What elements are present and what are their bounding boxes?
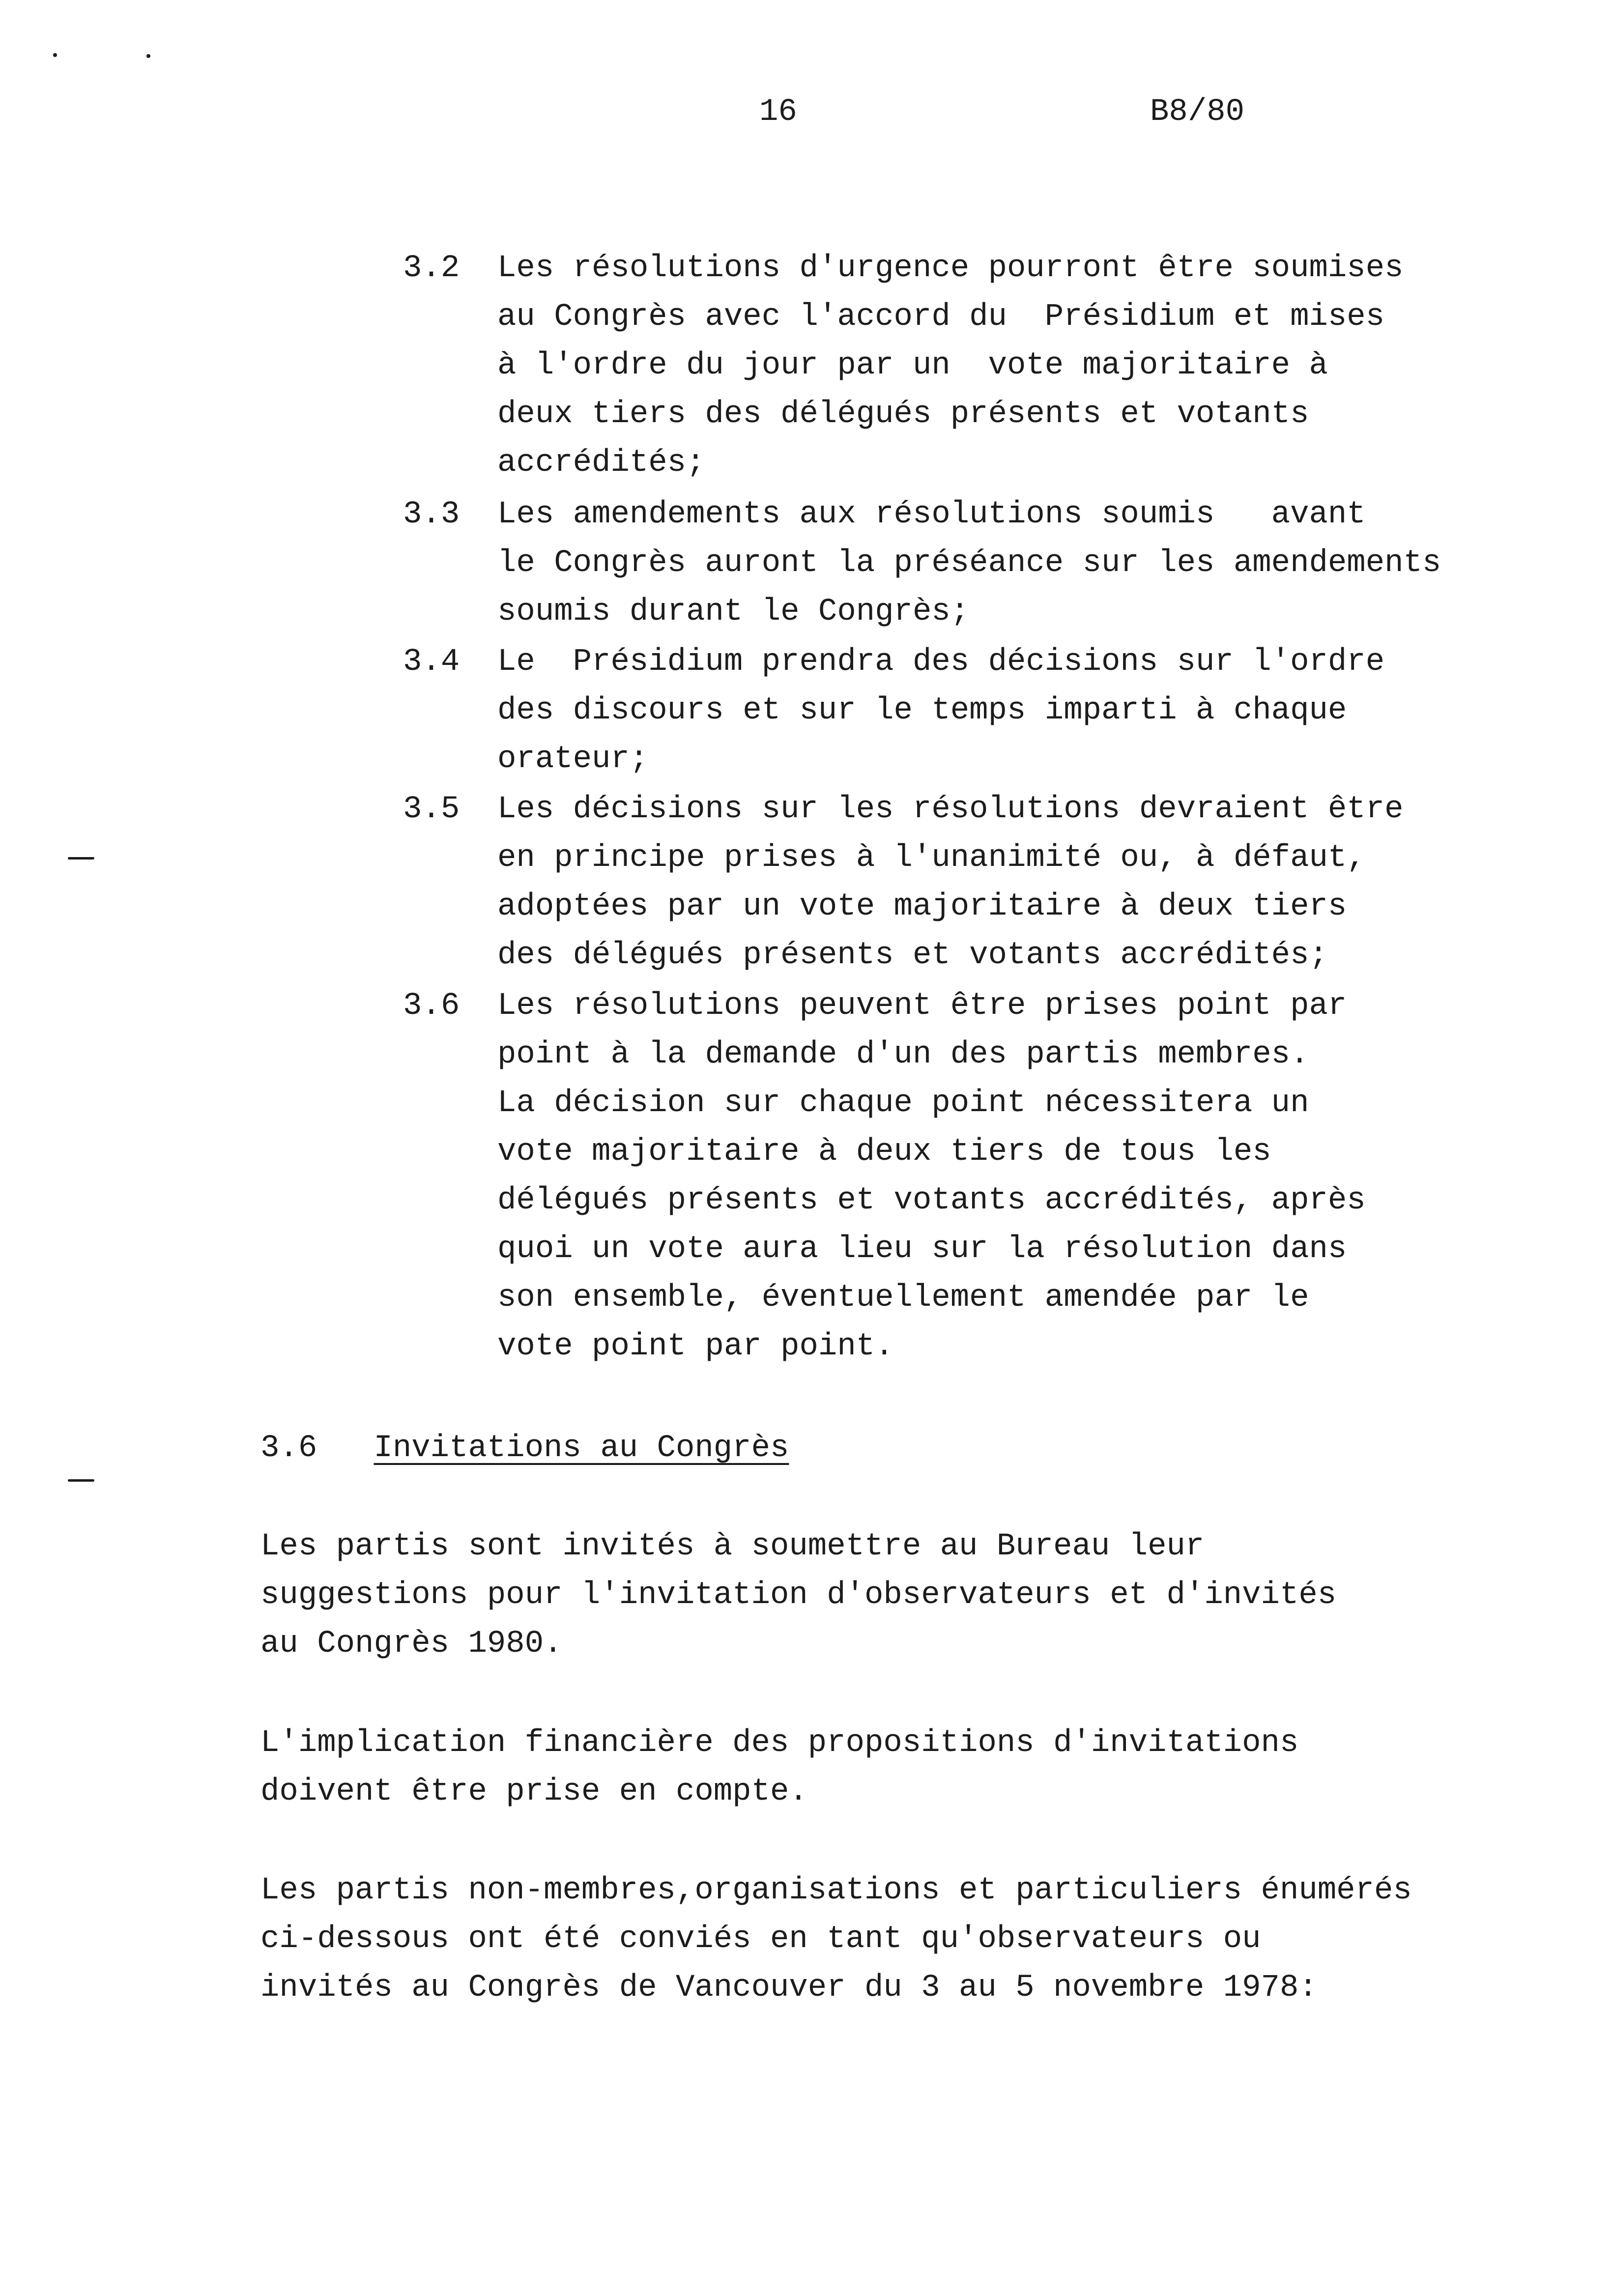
scan-mark (146, 54, 150, 58)
item-line: Les amendements aux résolutions soumis avant (497, 497, 1366, 532)
paragraph-line: suggestions pour l'invitation d'observateurs et d'invités (260, 1578, 1337, 1613)
item-line: des délégués présents et votants accrédités; (497, 938, 1328, 973)
paragraph-line: Les partis sont invités à soumettre au Bureau leur (260, 1529, 1205, 1564)
item-line: en principe prises à l'unanimité ou, à défaut, (497, 840, 1366, 876)
item-line: deux tiers des délégués présents et votants (497, 397, 1309, 432)
item-line: son ensemble, éventuellement amendée par le (497, 1280, 1309, 1316)
item-line: quoi un vote aura lieu sur la résolution dans (497, 1232, 1347, 1267)
scan-mark (68, 1479, 94, 1482)
item-line: orateur; (497, 742, 649, 777)
paragraph-financial (260, 1719, 1538, 1816)
item-number: 3.4 (403, 644, 460, 680)
document-reference: B8/80 (1150, 94, 1245, 130)
item-line: vote point par point. (497, 1329, 894, 1364)
scan-mark (53, 53, 57, 57)
paragraph-invitations (260, 1522, 1538, 1668)
paragraph-line: L'implication financière des propositions d'invitations (260, 1725, 1299, 1761)
section-title: Invitations au Congrès (374, 1431, 789, 1466)
item-line: Le Présidium prendra des décisions sur l'ordre (497, 644, 1385, 680)
item-number: 3.6 (403, 988, 460, 1024)
item-line: vote majoritaire à deux tiers de tous les (497, 1134, 1271, 1170)
paragraph-line: doivent être prise en compte. (260, 1774, 808, 1809)
page-number: 16 (759, 94, 797, 130)
item-line: le Congrès auront la préséance sur les amendements (497, 545, 1441, 581)
paragraph-line: Les partis non-membres,organisations et particuliers énumérés (260, 1873, 1412, 1908)
item-line: au Congrès avec l'accord du Présidium et mises (497, 299, 1385, 335)
paragraph-line: ci-dessous ont été conviés en tant qu'observateurs ou (260, 1922, 1261, 1957)
section-heading (260, 1424, 789, 1473)
item-line: à l'ordre du jour par un vote majoritaire à (497, 348, 1328, 383)
scan-mark (68, 857, 94, 860)
paragraph-line: invités au Congrès de Vancouver du 3 au 5 novembre 1978: (260, 1970, 1318, 2006)
item-line: Les résolutions peuvent être prises point par (497, 988, 1347, 1024)
item-number: 3.2 (403, 251, 460, 286)
item-line: adoptées par un vote majoritaire à deux tiers (497, 889, 1347, 924)
section-number: 3.6 (260, 1431, 317, 1466)
paragraph-line: au Congrès 1980. (260, 1626, 563, 1662)
item-line: point à la demande d'un des partis membres. (497, 1037, 1309, 1072)
item-line: soumis durant le Congrès; (497, 594, 970, 630)
item-line: La décision sur chaque point nécessitera un (497, 1086, 1309, 1121)
paragraph-non-members (260, 1866, 1538, 2012)
item-line: accrédités; (497, 445, 705, 481)
item-number: 3.5 (403, 792, 460, 827)
item-number: 3.3 (403, 497, 460, 532)
item-line: Les résolutions d'urgence pourront être soumises (497, 251, 1404, 286)
item-line: délégués présents et votants accrédités, après (497, 1183, 1366, 1218)
item-line: Les décisions sur les résolutions devraient être (497, 792, 1404, 827)
item-line: des discours et sur le temps imparti à chaque (497, 693, 1347, 728)
